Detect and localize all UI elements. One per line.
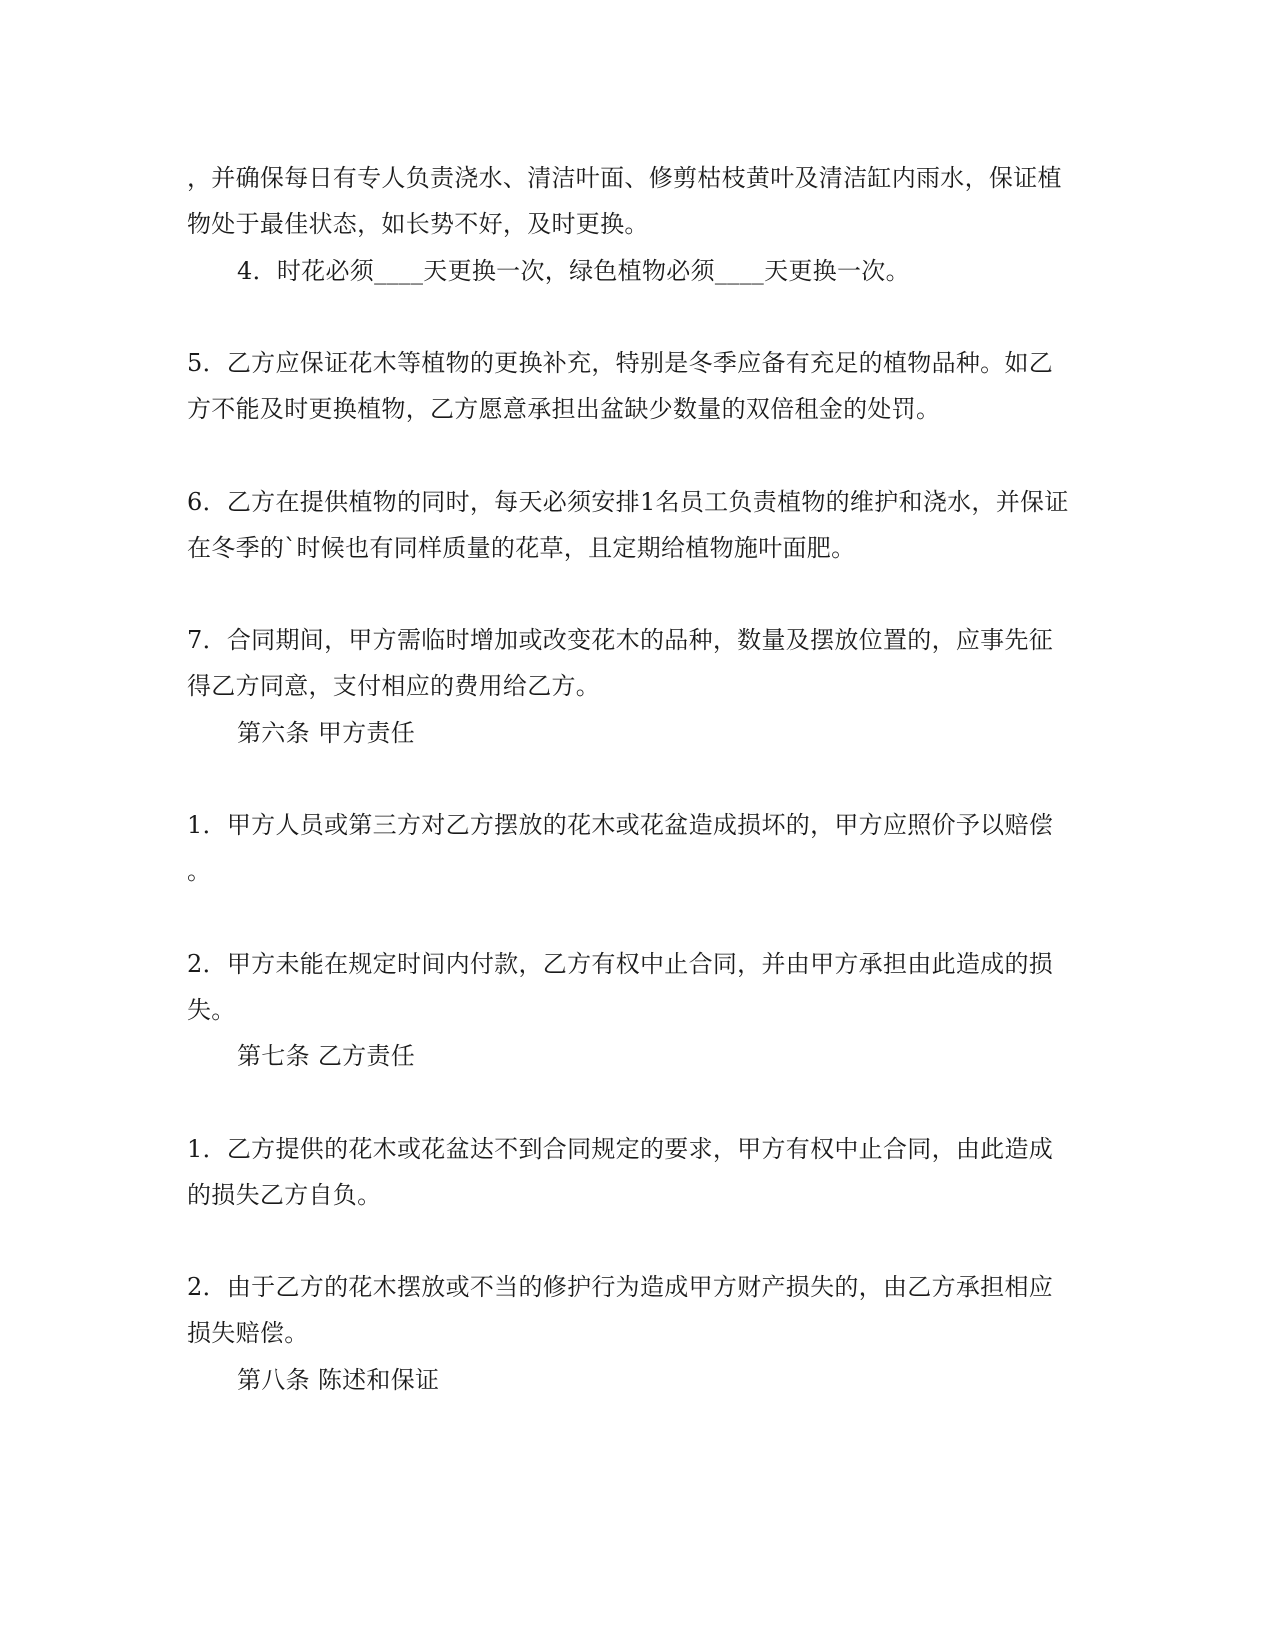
text-line: 4．时花必须____天更换一次，绿色植物必须____天更换一次。 <box>237 257 910 285</box>
text-line: 得乙方同意，支付相应的费用给乙方。 <box>187 672 601 700</box>
text-line: 1．甲方人员或第三方对乙方摆放的花木或花盆造成损坏的，甲方应照价予以赔偿 <box>187 811 1054 839</box>
text-line: 的损失乙方自负。 <box>187 1181 382 1209</box>
text-line: 2．甲方未能在规定时间内付款，乙方有权中止合同，并由甲方承担由此造成的损 <box>187 950 1054 978</box>
section-heading: 第七条 乙方责任 <box>237 1042 416 1070</box>
text-line: 1．乙方提供的花木或花盆达不到合同规定的要求，甲方有权中止合同，由此造成 <box>187 1135 1054 1163</box>
text-line: 5．乙方应保证花木等植物的更换补充，特别是冬季应备有充足的植物品种。如乙 <box>187 349 1054 377</box>
section-heading: 第六条 甲方责任 <box>237 719 416 747</box>
text-line: 物处于最佳状态，如长势不好，及时更换。 <box>187 210 649 238</box>
section-heading: 第八条 陈述和保证 <box>237 1366 440 1394</box>
text-line: 7．合同期间，甲方需临时增加或改变花木的品种，数量及摆放位置的，应事先征 <box>187 626 1054 654</box>
text-line: 在冬季的`时候也有同样质量的花草，且定期给植物施叶面肥。 <box>187 534 856 562</box>
text-line: 方不能及时更换植物，乙方愿意承担出盆缺少数量的双倍租金的处罚。 <box>187 395 941 423</box>
text-line: ，并确保每日有专人负责浇水、清洁叶面、修剪枯枝黄叶及清洁缸内雨水，保证植 <box>187 164 1062 192</box>
text-line: 2．由于乙方的花木摆放或不当的修护行为造成甲方财产损失的，由乙方承担相应 <box>187 1273 1054 1301</box>
text-line: 损失赔偿。 <box>187 1319 309 1347</box>
text-line: 。 <box>187 857 212 885</box>
text-line: 6．乙方在提供植物的同时，每天必须安排1名员工负责植物的维护和浇水，并保证 <box>187 488 1069 516</box>
text-line: 失。 <box>187 996 236 1024</box>
